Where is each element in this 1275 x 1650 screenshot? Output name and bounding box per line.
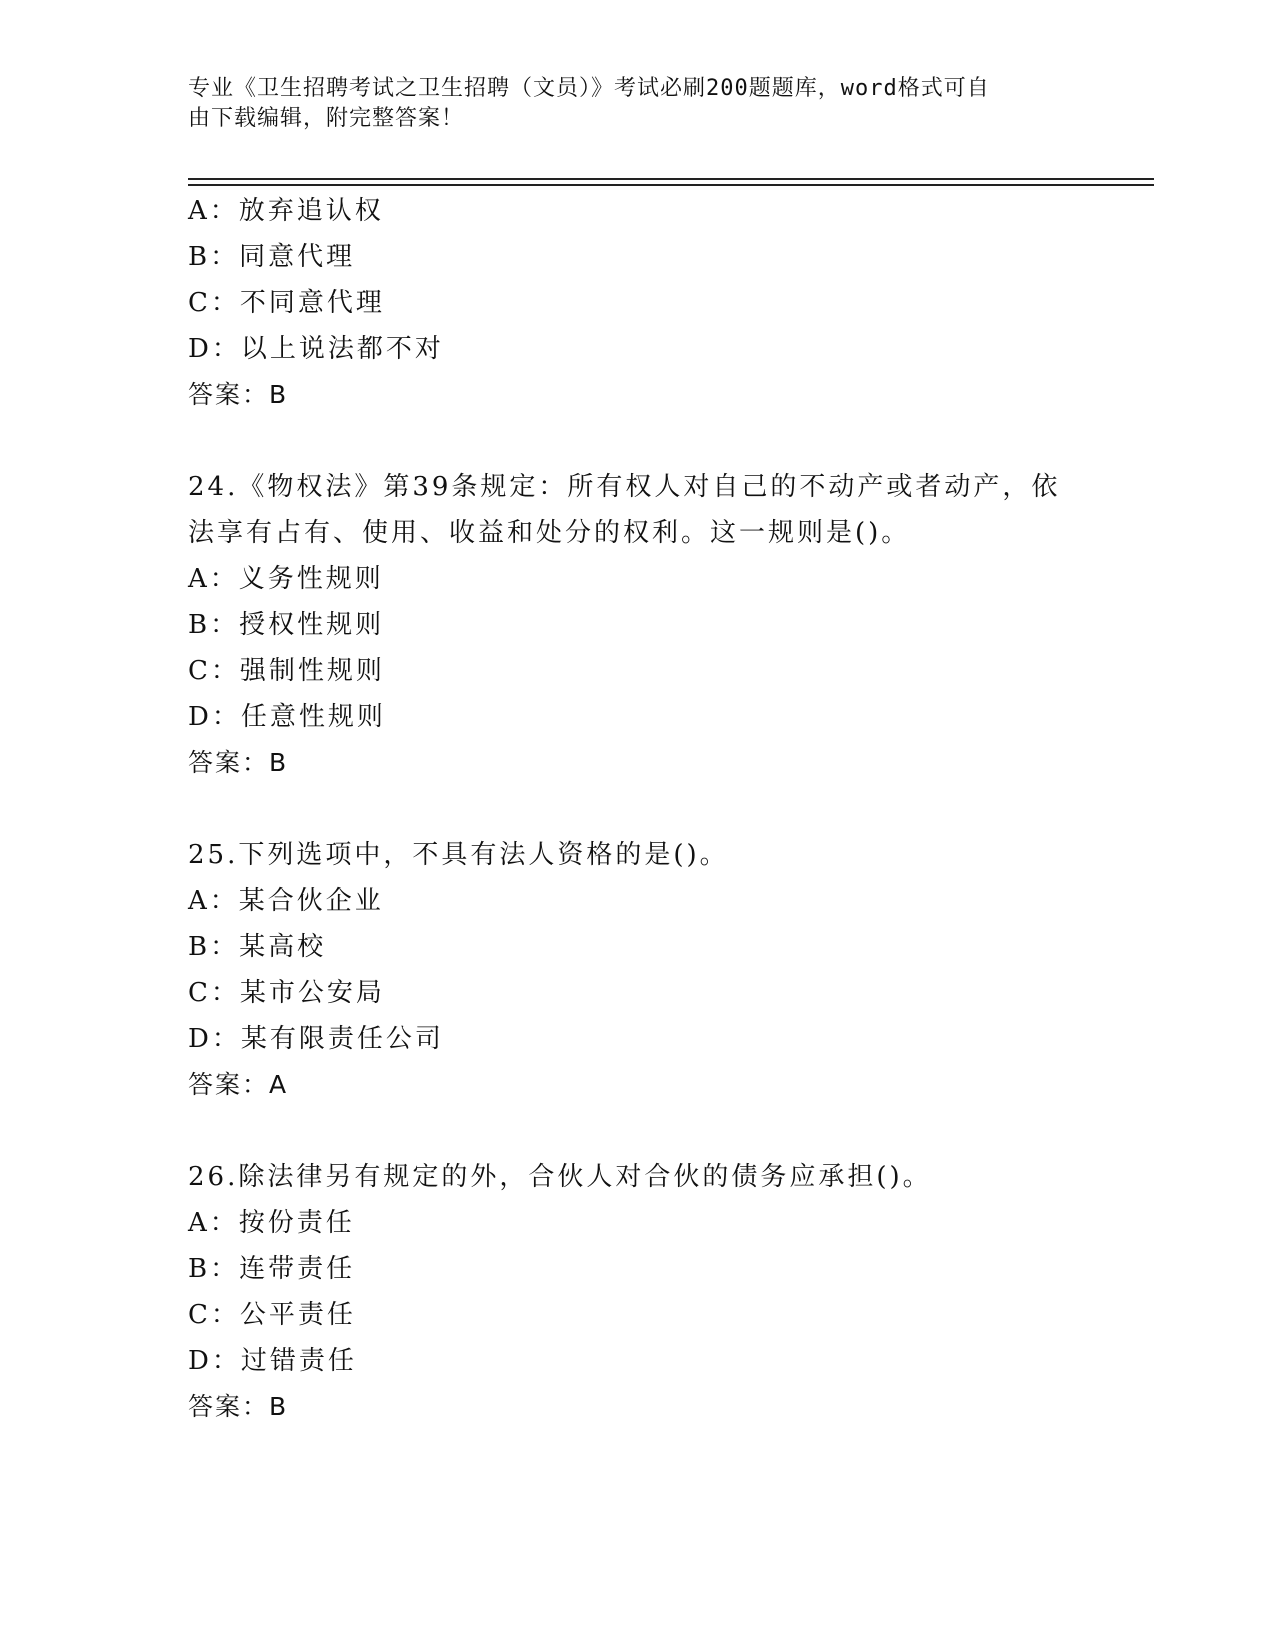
option-c: C：某市公安局 <box>188 978 385 1008</box>
option-a: A：放弃追认权 <box>188 196 384 226</box>
option-c: C：公平责任 <box>188 1300 356 1330</box>
document-header <box>188 74 1088 134</box>
question-text-line: 法享有占有、使用、收益和处分的权利。这一规则是()。 <box>188 518 911 548</box>
answer-line: 答案：B <box>188 1392 289 1421</box>
question-block-23 <box>188 188 1088 418</box>
answer-line: 答案：B <box>188 748 289 777</box>
spacer <box>188 418 1088 464</box>
question-block-24 <box>188 464 1088 786</box>
header-divider-top <box>188 178 1154 180</box>
header-line-1: 专业《卫生招聘考试之卫生招聘（文员）》考试必刷200题题库，word格式可自 <box>188 76 990 101</box>
header-line-2: 由下载编辑，附完整答案！ <box>188 106 465 131</box>
option-d: D：以上说法都不对 <box>188 334 444 364</box>
option-c: C：强制性规则 <box>188 656 385 686</box>
spacer <box>188 786 1088 832</box>
option-c: C：不同意代理 <box>188 288 385 318</box>
spacer <box>188 1108 1088 1154</box>
answer-line: 答案：A <box>188 1070 289 1099</box>
question-block-25 <box>188 832 1088 1108</box>
question-block-26 <box>188 1154 1088 1430</box>
question-text-line: 24.《物权法》第39条规定：所有权人对自己的不动产或者动产，依 <box>188 472 1061 502</box>
option-b: B：连带责任 <box>188 1254 356 1284</box>
question-text-line: 25.下列选项中，不具有法人资格的是()。 <box>188 840 729 870</box>
option-b: B：某高校 <box>188 932 327 962</box>
answer-line: 答案：B <box>188 380 289 409</box>
option-b: B：授权性规则 <box>188 610 385 640</box>
option-d: D：任意性规则 <box>188 702 386 732</box>
option-a: A：义务性规则 <box>188 564 384 594</box>
option-a: A：按份责任 <box>188 1208 355 1238</box>
option-d: D：某有限责任公司 <box>188 1024 444 1054</box>
question-content <box>188 188 1088 1430</box>
option-b: B：同意代理 <box>188 242 356 272</box>
option-d: D：过错责任 <box>188 1346 357 1376</box>
header-divider-bottom <box>188 184 1154 186</box>
question-text-line: 26.除法律另有规定的外，合伙人对合伙的债务应承担()。 <box>188 1162 932 1192</box>
option-a: A：某合伙企业 <box>188 886 384 916</box>
